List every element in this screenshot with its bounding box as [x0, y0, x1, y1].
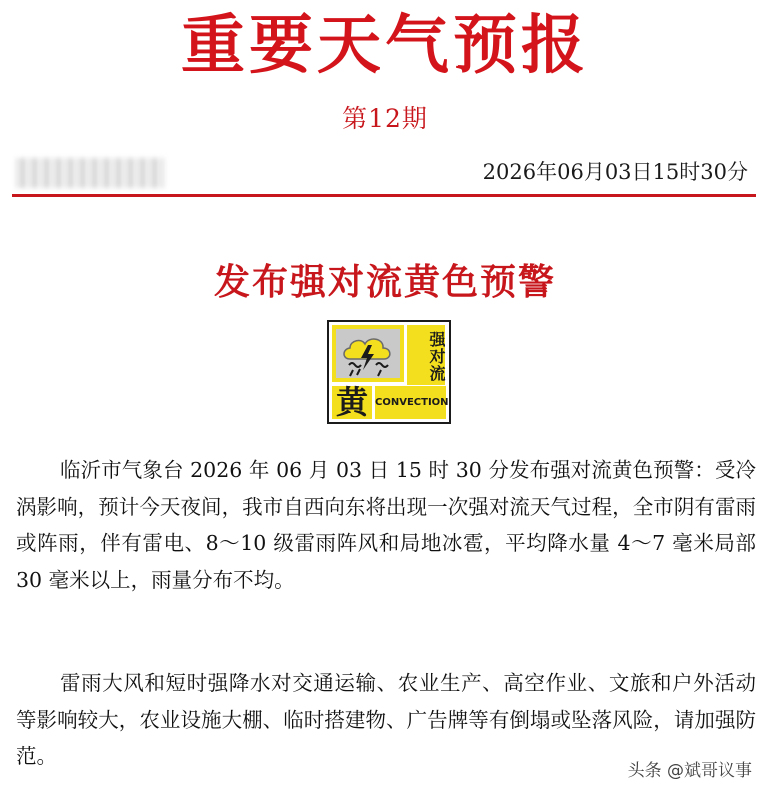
source-watermark: 头条 @斌哥议事 — [624, 757, 756, 785]
signal-english-label: CONVECTION — [375, 386, 446, 419]
warning-signal — [327, 320, 451, 424]
redacted-issuer — [16, 158, 166, 188]
signal-type-label: 强对流 — [407, 325, 445, 385]
header-divider — [12, 194, 756, 197]
issue-number: 第12期 — [342, 104, 428, 133]
signal-level-char: 黄 — [332, 386, 372, 419]
warning-headline: 发布强对流黄色预警 — [213, 262, 556, 303]
issue-date: 2026年06月03日15时30分 — [482, 160, 748, 184]
thunderstorm-icon — [336, 329, 400, 378]
page-title: 重要天气预报 — [181, 9, 589, 83]
body-paragraph-2: 雷雨大风和短时强降水对交通运输、农业生产、高空作业、文旅和户外活动等影响较大，农业设施大棚、临时搭建物、广告牌等有倒塌或坠落风险，请加强防范。 — [16, 671, 756, 768]
body-paragraph-1: 临沂市气象台 2026 年 06 月 03 日 15 时 30 分发布强对流黄色预警：受冷涡影响，预计今天夜间，我市自西向东将出现一次强对流天气过程，全市阴有雷雨或阵雨，伴有雷电、8～10 级雷雨阵风和局地冰雹，平均降水量 4～7 毫米局部 30 毫米以上，雨量分布不均。 — [16, 458, 756, 592]
thunderstorm-icon-frame — [332, 325, 404, 382]
